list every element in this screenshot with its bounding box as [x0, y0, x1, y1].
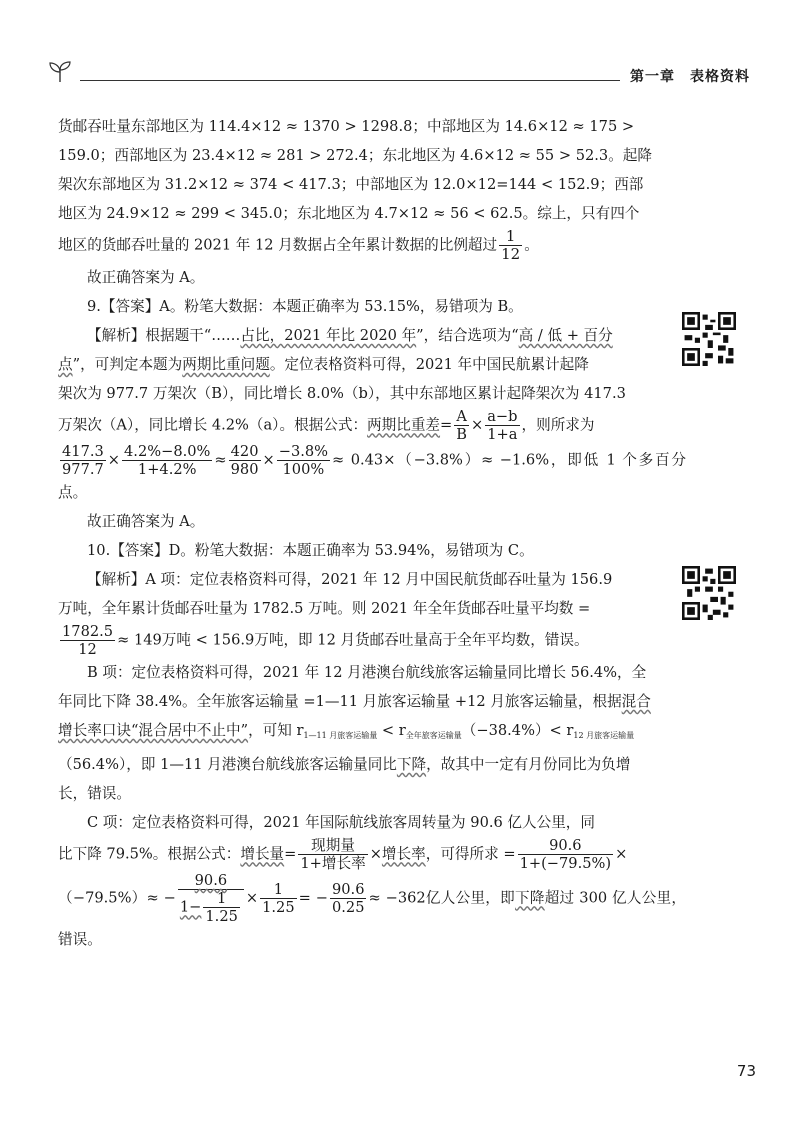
page-header [40, 58, 760, 88]
fraction: $\frac{1}{12}$ [501, 227, 521, 263]
fraction: $\frac{90.6}{1+(-79.5\%)}$ [519, 837, 612, 872]
answer-line: 故正确答案为 A。 [87, 513, 205, 530]
para-line: 架次东部地区为 31.2×12 ≈ 374 < 417.3；中部地区为 12.0×12=144 < 152.9；西部 [58, 176, 644, 193]
fraction: $\frac{1}{1.25}$ [205, 890, 238, 925]
formula-line: 比下降 79.5%。根据公式：增长量= $\frac{\text{现期量}}{\text{1+增长率}}$ ×增长率，可得所求 = $\frac{90.6}{1+(-79.5\%)}$ × [58, 837, 628, 872]
analysis-line: 架次为 977.7 万架次（B），同比增长 8.0%（b），其中东部地区累计起降架次为 417.3 [58, 385, 626, 402]
para-line: 地区为 24.9×12 ≈ 299 < 345.0；东北地区为 4.7×12 ≈ 56 < 62.5。综上，只有四个 [58, 205, 640, 222]
formula-line: $\frac{417.3}{977.7}$ × $\frac{4.2\%-8.0\%}{1+4.2\%}$ ≈ $\frac{420}{980}$ × $\frac{-3.8\%}{100\%}$ ≈ 0.43×（−3.8%）≈ −1.6%，即低 1 个多百分点。 [58, 443, 686, 501]
fraction: $\frac{1}{1.25}$ [262, 881, 295, 916]
fraction: $\frac{417.3}{977.7}$ [62, 443, 104, 478]
analysis-line: 【解析】根据题干“……占比，2021 年比 2020 年”，结合选项为“高 / 低 + 百分 [87, 327, 613, 344]
fraction: $\frac{A}{B}$ [456, 408, 467, 443]
analysis-line: 增长率口诀“混合居中不止中”，可知 $r_{1—11 月旅客运输量} < r_{全年旅客运输量}(-38.4\%)< r_{12 月旅客运输量}$ [58, 722, 635, 740]
answer-line: 故正确答案为 A。 [87, 269, 205, 286]
analysis-line: 点”，可判定本题为两期比重问题。定位表格资料可得，2021 年中国民航累计起降 [58, 356, 589, 373]
question-10-head: 10.【答案】D。粉笔大数据：本题正确率为 53.94%，易错项为 C。 [87, 542, 534, 559]
fraction: $\frac{a-b}{1+a}$ [487, 408, 518, 443]
solution-content [58, 112, 686, 954]
formula-line: $\frac{1782.5}{12}$ ≈ 149万吨 < 156.9万吨，即 12 月货邮吞吐量高于全年平均数，错误。 [62, 623, 589, 658]
analysis-line: 长，错误。 [58, 785, 131, 802]
header-rule [80, 80, 620, 81]
analysis-line: C 项：定位表格资料可得，2021 年国际航线旅客周转量为 90.6 亿人公里，同 [87, 814, 595, 831]
qr-code-icon [682, 312, 736, 366]
formula-line: （−79.5%）≈ − 90.6 1− $\frac{1}{1.25}$ × $\frac{1}{1.25}$ = − $\frac{90.6}{0.25}$ ≈ −362亿人公里，即下降超过 300 亿人公里，错误。 [58, 872, 686, 948]
para-line: 159.0；西部地区为 23.4×12 ≈ 281 > 272.4；东北地区为 4.6×12 ≈ 55 > 52.3。起降 [58, 147, 652, 164]
fraction: $\frac{\text{现期量}}{\text{1+增长率}}$ [300, 837, 366, 872]
qr-code-icon [682, 566, 736, 620]
fraction: $\frac{90.6}{0.25}$ [331, 881, 365, 916]
analysis-line: 年同比下降 38.4%。全年旅客运输量 =1—11 月旅客运输量 +12 月旅客运输量，根据混合 [58, 693, 651, 710]
text-span: 地区的货邮吞吐量的 2021 年 12 月数据占全年累计数据的比例超过 [58, 236, 498, 254]
fraction: $\frac{1782.5}{12}$ [62, 623, 114, 658]
fraction: $\frac{4.2\%-8.0\%}{1+4.2\%}$ [124, 443, 211, 478]
analysis-line: B 项：定位表格资料可得，2021 年 12 月港澳台航线旅客运输量同比增长 56.4%，全 [87, 664, 647, 681]
analysis-line: （56.4%），即 1—11 月港澳台航线旅客运输量同比下降，故其中一定有月份同比为负增 [58, 756, 631, 773]
fraction: $\frac{-3.8\%}{100\%}$ [278, 443, 329, 478]
qr-code-q10[interactable] [682, 566, 736, 620]
fraction: 90.6 1− $\frac{1}{1.25}$ [178, 872, 244, 925]
qr-code-q9[interactable] [682, 312, 736, 366]
analysis-line: 【解析】A 项：定位表格资料可得，2021 年 12 月中国民航货邮吞吐量为 156.9 [87, 571, 613, 588]
fraction: $\frac{420}{980}$ [230, 443, 259, 478]
sprout-icon [46, 60, 74, 84]
analysis-line: 万架次（A），同比增长 4.2%（a）。根据公式：两期比重差= $\frac{A}{B}$ × $\frac{a-b}{1+a}$ ，则所求为 [58, 408, 595, 443]
page-number: 73 [736, 1062, 756, 1080]
para-line [58, 228, 686, 263]
question-9-head: 9.【答案】A。粉笔大数据：本题正确率为 53.15%，易错项为 B。 [87, 298, 523, 315]
chapter-title: 第一章 表格资料 [630, 69, 750, 85]
para-line: 货邮吞吐量东部地区为 114.4×12 ≈ 1370 > 1298.8；中部地区为 14.6×12 ≈ 175 > [58, 118, 635, 135]
analysis-line: 万吨，全年累计货邮吞吐量为 1782.5 万吨。则 2021 年全年货邮吞吐量平均数 = [58, 600, 591, 617]
text-span: 。 [524, 236, 539, 254]
